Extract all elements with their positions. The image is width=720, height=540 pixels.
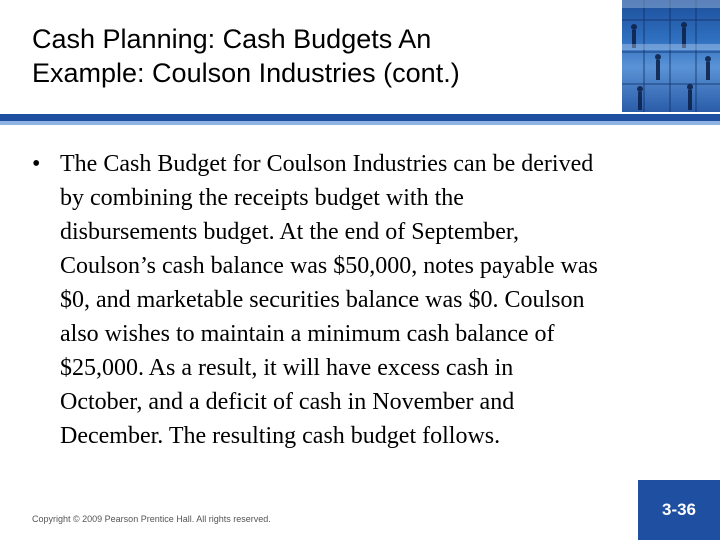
slide-title <box>32 22 602 90</box>
body-line: The Cash Budget for Coulson Industries can be derived <box>60 151 594 177</box>
copyright-footer: Copyright © 2009 Pearson Prentice Hall. All rights reserved. <box>32 514 271 524</box>
header-divider-dark <box>0 114 720 121</box>
body-line: disbursements budget. At the end of September, <box>60 219 519 245</box>
slide-title-line-2: Example: Coulson Industries (cont.) <box>32 58 460 88</box>
body-line: October, and a deficit of cash in November and <box>60 389 515 415</box>
bullet-paragraph <box>32 147 712 453</box>
body-line: $25,000. As a result, it will have excess cash in <box>60 355 514 381</box>
body-line: also wishes to maintain a minimum cash balance of <box>60 321 555 347</box>
office-people-photo-icon <box>622 0 720 112</box>
header-divider-light <box>0 121 720 125</box>
body-line: Coulson’s cash balance was $50,000, notes payable was <box>60 253 598 279</box>
slide-title-line-1: Cash Planning: Cash Budgets An <box>32 24 432 54</box>
slide-number-badge <box>638 480 720 540</box>
office-people-photo-graphic <box>622 0 720 112</box>
slide-number: 3-36 <box>661 500 697 519</box>
body-line: December. The resulting cash budget follows. <box>60 423 501 449</box>
body-line: $0, and marketable securities balance was $0. Coulson <box>60 287 585 313</box>
body-line: by combining the receipts budget with the <box>60 185 464 211</box>
bullet-icon: • <box>32 151 41 177</box>
